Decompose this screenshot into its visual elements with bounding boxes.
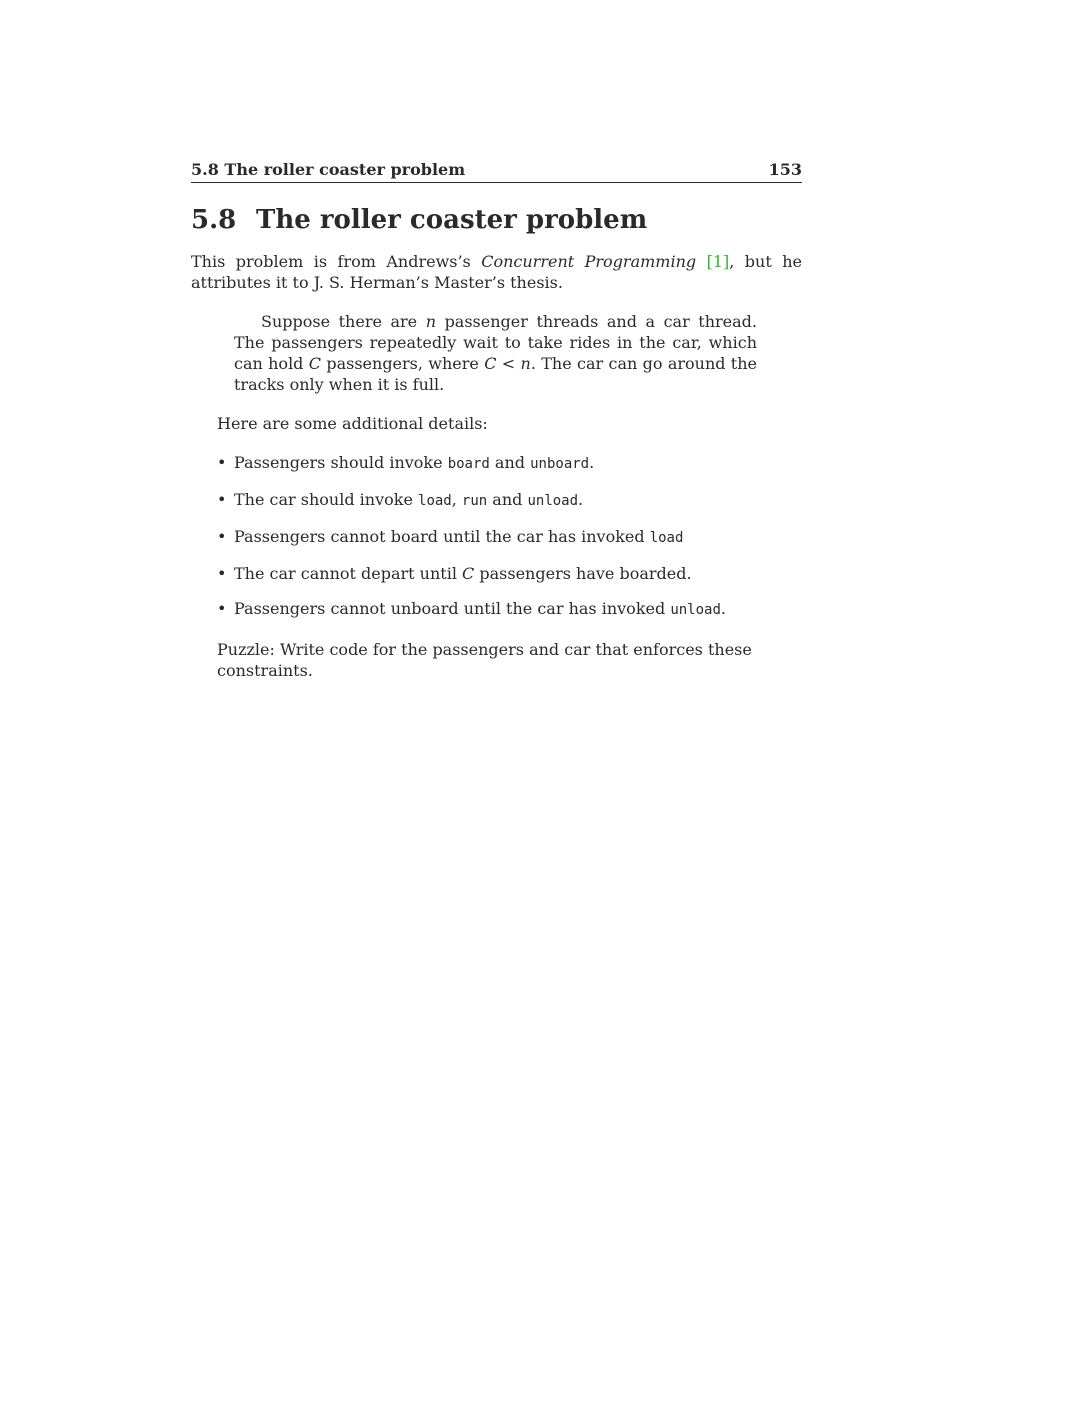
list-item: [217, 526, 802, 549]
item-text: Passengers cannot board until the car has invoked: [234, 527, 650, 546]
item-text: Passengers should invoke: [234, 453, 448, 472]
item-text: .: [578, 490, 584, 509]
bullet-icon: •: [217, 599, 227, 618]
bullet-icon: •: [217, 564, 227, 583]
details-list: [217, 452, 802, 621]
code-unload: unload: [527, 493, 579, 509]
code-unboard: unboard: [530, 456, 590, 472]
details-intro: Here are some additional details:: [217, 414, 488, 433]
list-item: [217, 598, 802, 621]
quote-text-2: passenger threads and a car thread. The passengers repeatedly wait to take rides in the car, which can hold: [234, 312, 758, 373]
list-item: [217, 489, 802, 512]
intro-paragraph: [191, 251, 802, 293]
item-text: ,: [451, 490, 462, 509]
section-heading: [191, 205, 802, 235]
book-title: Concurrent Programming: [481, 252, 697, 271]
section-title: The roller coaster problem: [256, 205, 648, 235]
item-text: passengers have boarded.: [474, 564, 692, 583]
page: [191, 160, 802, 699]
item-text: The car cannot depart until: [234, 564, 463, 583]
section-number: 5.8: [191, 205, 237, 235]
list-item: [217, 452, 802, 475]
puzzle-paragraph: Puzzle: Write code for the passengers and car that enforces these constraints.: [217, 640, 752, 680]
quote-text-4: . The car can go around the tracks only when it is full.: [234, 354, 758, 394]
problem-quote: [234, 311, 757, 395]
quote-text-3: passengers, where: [321, 354, 485, 373]
running-head: [191, 160, 802, 183]
math-n: n: [425, 312, 437, 331]
item-text: and: [487, 490, 528, 509]
item-text: .: [589, 453, 595, 472]
running-title: 5.8 The roller coaster problem: [191, 160, 466, 179]
item-text: .: [720, 599, 726, 618]
math-C: C: [462, 564, 475, 583]
code-load: load: [649, 530, 684, 546]
bullet-icon: •: [217, 527, 227, 546]
citation-link[interactable]: [1]: [706, 252, 730, 271]
math-C: C: [308, 354, 322, 373]
list-item: [217, 563, 802, 584]
quote-text-1: Suppose there are: [261, 312, 426, 331]
code-run: run: [461, 493, 488, 509]
intro-text-1: This problem is from Andrews’s: [191, 252, 482, 271]
bullet-icon: •: [217, 453, 227, 472]
intro-space: [696, 252, 706, 271]
intro-text-2: , but he attributes it to J. S. Herman’s Master’s thesis.: [191, 252, 803, 292]
code-unload: unload: [670, 602, 721, 618]
page-number: 153: [768, 160, 802, 179]
math-inequality: C < n: [484, 354, 531, 373]
code-load: load: [418, 493, 452, 509]
code-board: board: [447, 456, 490, 472]
bullet-icon: •: [217, 490, 227, 509]
item-text: The car should invoke: [234, 490, 419, 509]
item-text: Passengers cannot unboard until the car has invoked: [234, 599, 671, 618]
item-text: and: [489, 453, 531, 472]
